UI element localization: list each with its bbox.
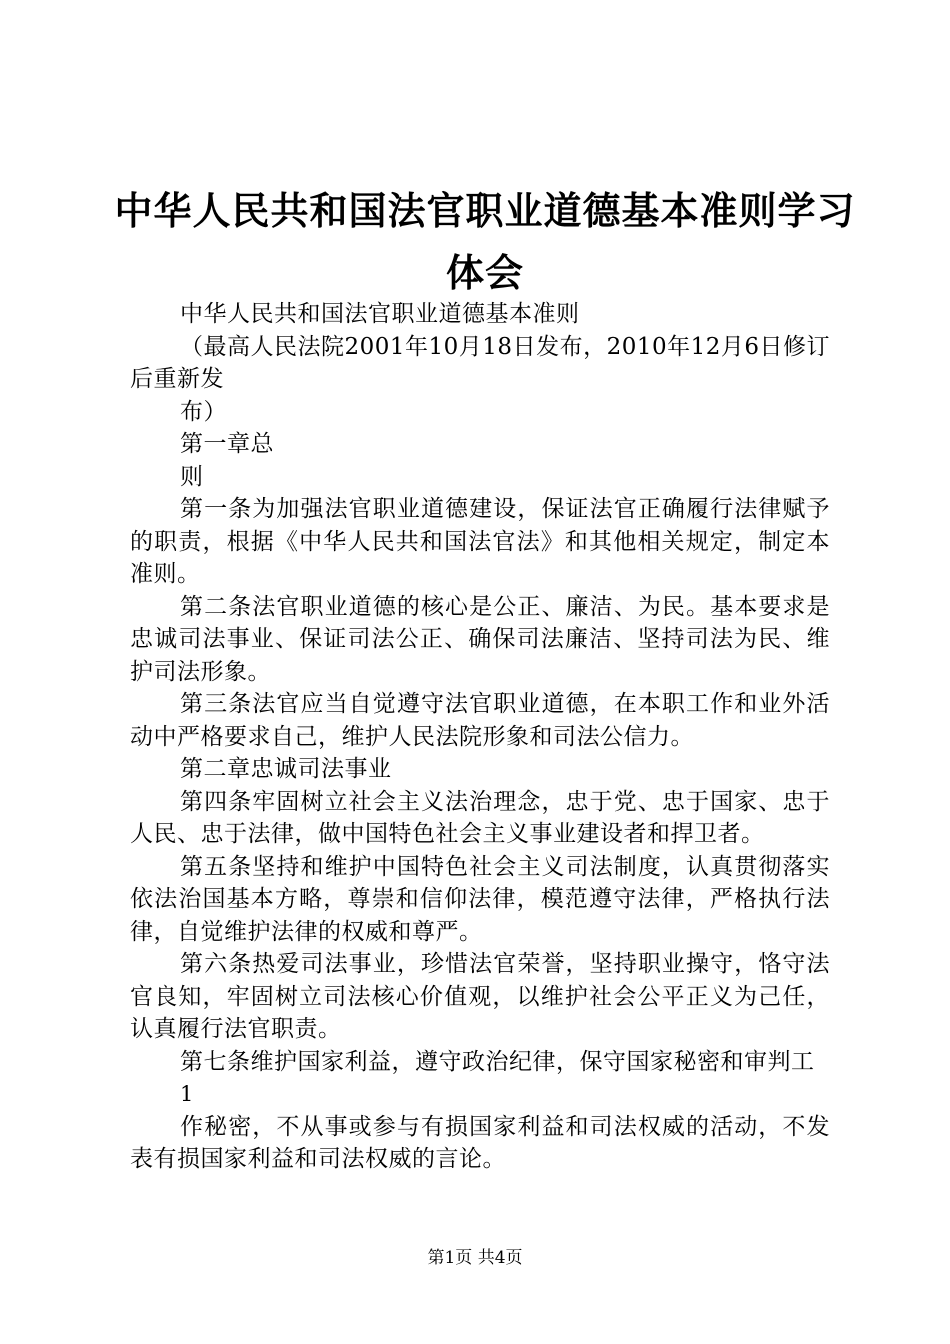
rules-title-line: 中华人民共和国法官职业道德基本准则 xyxy=(180,301,580,327)
article-2: 第二条法官职业道德的核心是公正、廉洁、为民。基本要求是忠诚司法事业、保证司法公正、确保司法廉洁、坚持司法为民、维护司法形象。 xyxy=(130,593,830,685)
inner-page-number: 1 xyxy=(180,1082,194,1106)
chapter-1-heading-end: 则 xyxy=(180,463,204,490)
article-3: 第三条法官应当自觉遵守法官职业道德，在本职工作和业外活动中严格要求自己，维护人民法院形象和司法公信力。 xyxy=(130,691,830,750)
article-1: 第一条为加强法官职业道德建设，保证法官正确履行法律赋予的职责，根据《中华人民共和国法官法》和其他相关规定，制定本准则。 xyxy=(130,496,830,587)
document-body xyxy=(130,298,830,1176)
chapter-1-heading: 第一章总 xyxy=(180,431,274,457)
chapter-2-heading: 第二章忠诚司法事业 xyxy=(180,756,392,782)
publication-note-end: 布） xyxy=(180,398,227,425)
article-7: 第七条维护国家利益，遵守政治纪律，保守国家秘密和审判工 xyxy=(180,1048,815,1075)
document-title: 中华人民共和国法官职业道德基本准则学习体会 xyxy=(114,189,856,295)
article-7-continued: 作秘密，不从事或参与有损国家利益和司法权威的活动，不发表有损国家利益和司法权威的言论。 xyxy=(130,1113,830,1172)
page-footer: 第1页 共4页 xyxy=(427,1248,523,1268)
article-5: 第五条坚持和维护中国特色社会主义司法制度，认真贯彻落实依法治国基本方略，尊崇和信仰法律，模范遵守法律，严格执行法律，自觉维护法律的权威和尊严。 xyxy=(130,853,830,945)
article-6: 第六条热爱司法事业，珍惜法官荣誉，坚持职业操守，恪守法官良知，牢固树立司法核心价值观，以维护社会公平正义为己任，认真履行法官职责。 xyxy=(130,951,830,1042)
article-4: 第四条牢固树立社会主义法治理念，忠于党、忠于国家、忠于人民、忠于法律，做中国特色社会主义事业建设者和捍卫者。 xyxy=(130,788,830,847)
publication-note: （最高人民法院2001年10月18日发布，2010年12月6日修订后重新发 xyxy=(130,333,830,392)
